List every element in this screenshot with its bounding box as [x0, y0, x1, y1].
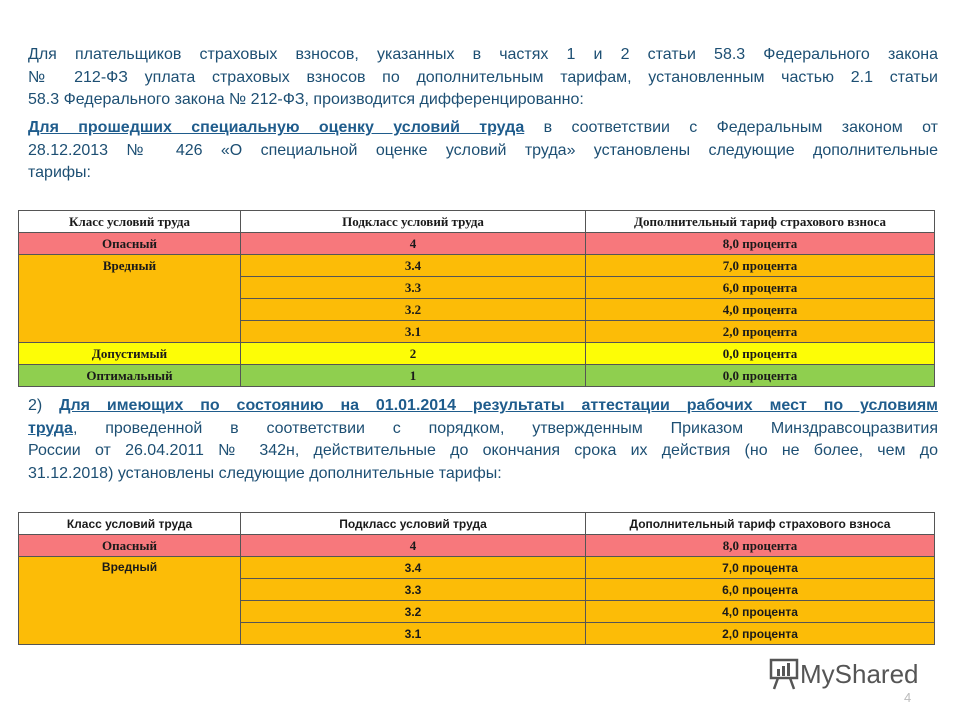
tariff-cell: 2,0 процента: [586, 623, 935, 645]
table-row: [19, 557, 935, 579]
class-cell: Оптимальный: [19, 365, 241, 387]
subclass-cell: 1: [241, 365, 586, 387]
class-cell: Вредный: [19, 557, 241, 645]
table-row: [19, 255, 935, 277]
subclass-cell: 3.1: [241, 321, 586, 343]
class-cell: Вредный: [19, 255, 241, 343]
list-number: 2): [28, 397, 60, 414]
column-header: Класс условий труда: [19, 513, 241, 535]
column-header: Подкласс условий труда: [241, 211, 586, 233]
text-fragment: , проведенной в соответствии с порядком, утвержденным Приказом Минздравсоцразвития: [72, 419, 938, 437]
special-assessment-paragraph: [28, 117, 938, 185]
class-cell: Допустимый: [19, 343, 241, 365]
attestation-heading: Для имеющих по состоянию на 01.01.2014 результаты аттестации рабочих мест по условиям: [59, 397, 938, 414]
special-assessment-heading: Для прошедших специальную оценку условий труда: [28, 119, 525, 136]
attestation-heading-end: труда: [28, 419, 73, 437]
class-cell: Опасный: [19, 535, 241, 557]
table-row: [19, 233, 935, 255]
text-line: тарифы:: [28, 164, 91, 181]
text-line: № 212-ФЗ уплата страховых взносов по дополнительным тарифам, установленным частью 2.1 статьи: [28, 68, 938, 86]
table-row: [19, 535, 935, 557]
text-line: 28.12.2013 № 426 «О специальной оценке условий труда» установлены следующие дополнительные: [28, 141, 938, 159]
subclass-cell: 3.4: [241, 557, 586, 579]
page-number: 4: [904, 690, 912, 705]
column-header: Дополнительный тариф страхового взноса: [586, 211, 935, 233]
tariff-cell: 4,0 процента: [586, 601, 935, 623]
subclass-cell: 3.2: [241, 299, 586, 321]
column-header: Класс условий труда: [19, 211, 241, 233]
text-line: Для плательщиков страховых взносов, указанных в частях 1 и 2 статьи 58.3 Федерального закона: [28, 46, 938, 63]
text-line: 58.3 Федерального закона № 212-ФЗ, производится дифференцированно:: [28, 91, 584, 108]
watermark-text: MyShared: [800, 658, 919, 689]
tariff-cell: 8,0 процента: [586, 233, 935, 255]
table-row: [19, 365, 935, 387]
tariff-table-attestation: [18, 512, 935, 645]
text-fragment: в соответствии с Федеральным законом от: [524, 119, 939, 136]
text-line: [28, 117, 938, 140]
subclass-cell: 2: [241, 343, 586, 365]
text-line: 31.12.2018) установлены следующие дополнительные тарифы:: [28, 464, 502, 482]
text-line: России от 26.04.2011 № 342н, действительные до окончания срока их действия (но не более, чем до: [28, 442, 938, 459]
watermark-logo: [768, 657, 919, 691]
subclass-cell: 3.3: [241, 579, 586, 601]
subclass-cell: 3.2: [241, 601, 586, 623]
tariff-cell: 4,0 процента: [586, 299, 935, 321]
subclass-cell: 3.4: [241, 255, 586, 277]
tariff-cell: 0,0 процента: [586, 343, 935, 365]
table-row: [19, 343, 935, 365]
tariff-cell: 8,0 процента: [586, 535, 935, 557]
attestation-paragraph: [28, 395, 938, 485]
text-line: [28, 418, 938, 441]
tariff-cell: 6,0 процента: [586, 277, 935, 299]
column-header: Подкласс условий труда: [241, 513, 586, 535]
subclass-cell: 4: [241, 535, 586, 557]
class-cell: Опасный: [19, 233, 241, 255]
tariff-cell: 7,0 процента: [586, 557, 935, 579]
column-header: Дополнительный тариф страхового взноса: [586, 513, 935, 535]
tariff-cell: 7,0 процента: [586, 255, 935, 277]
subclass-cell: 3.3: [241, 277, 586, 299]
presentation-board-icon: [768, 657, 800, 691]
text-line: [28, 395, 938, 418]
subclass-cell: 4: [241, 233, 586, 255]
subclass-cell: 3.1: [241, 623, 586, 645]
intro-paragraph: [28, 44, 938, 112]
tariff-table-special-assessment: [18, 210, 935, 387]
tariff-cell: 6,0 процента: [586, 579, 935, 601]
tariff-cell: 0,0 процента: [586, 365, 935, 387]
tariff-cell: 2,0 процента: [586, 321, 935, 343]
